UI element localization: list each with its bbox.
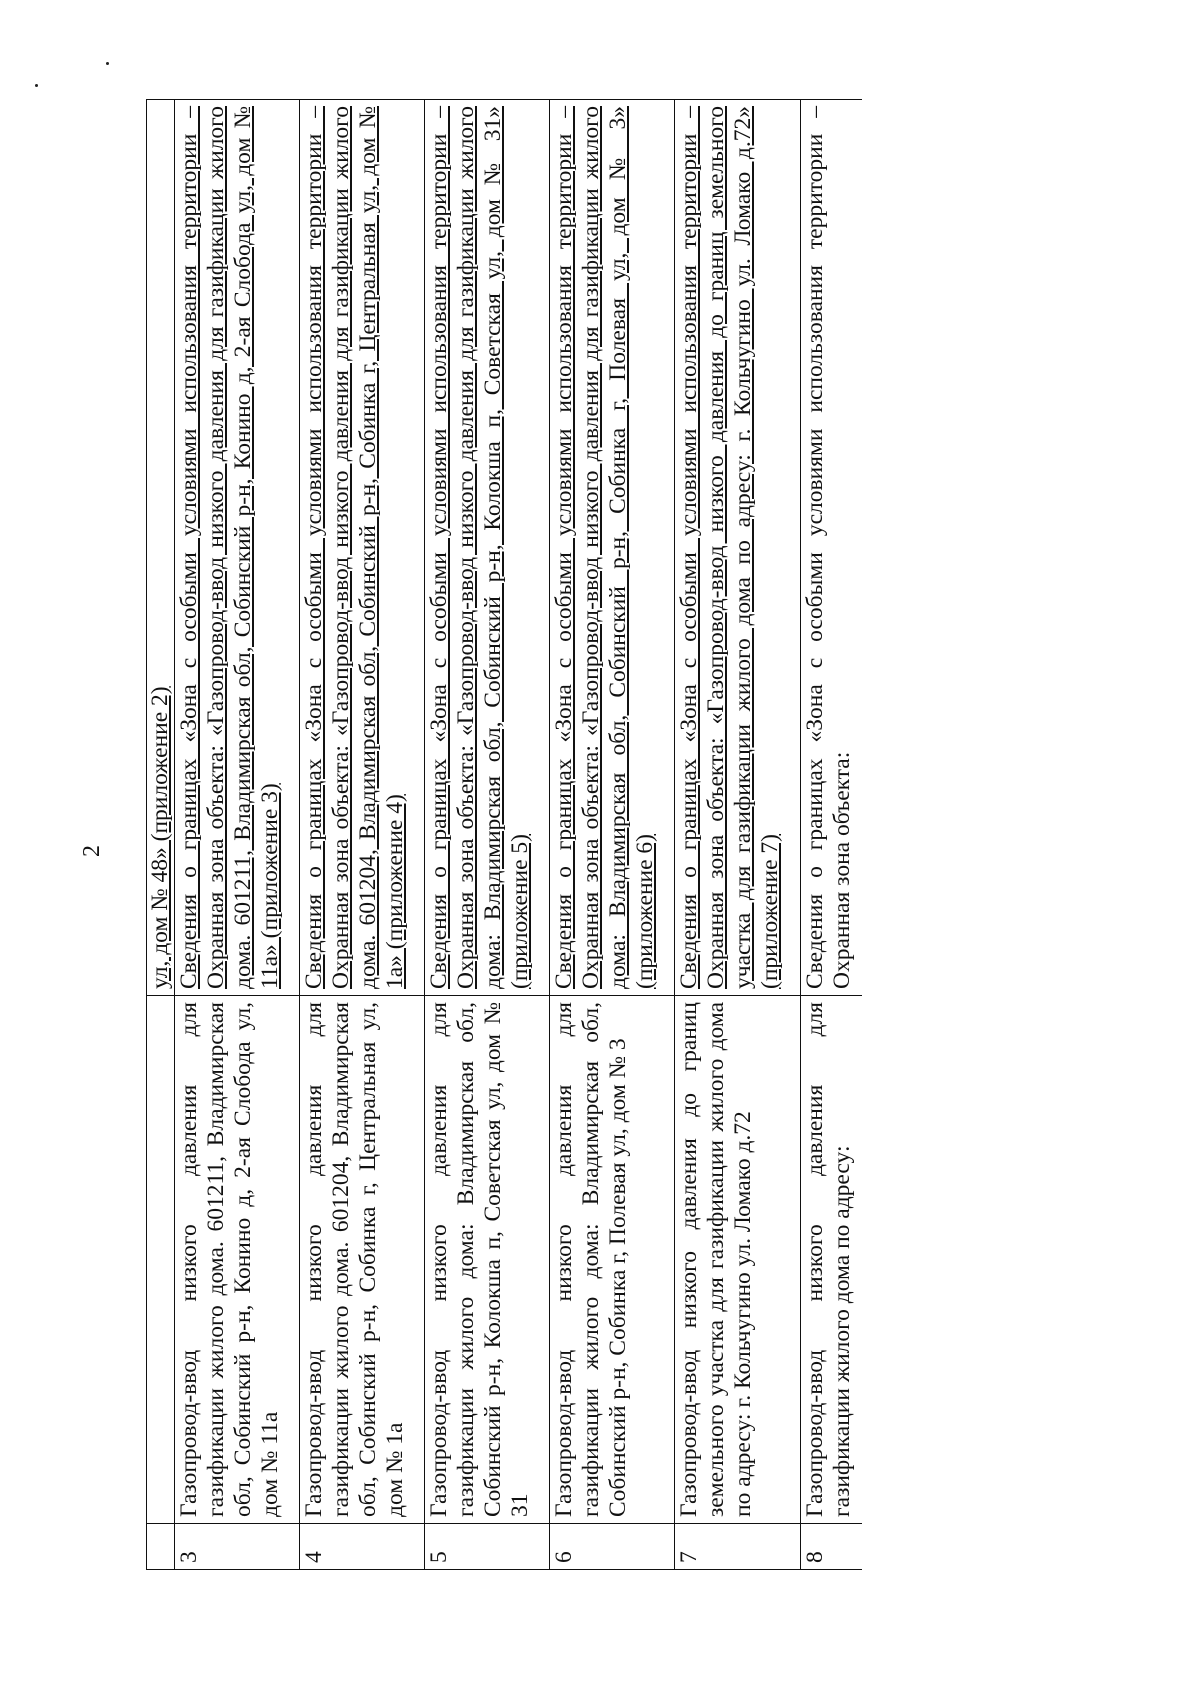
- registry-table: [146, 99, 862, 1570]
- zone-info: Сведения о границах «Зона с особыми условиями использования территории – Охранная зона объекта: «Газопровод-ввод низкого давления для газификации жилого дома. 601204, Владимирская обл, Собинский р-н, Собинка г, Центральная ул, дом № 1а» (приложение 4): [300, 100, 425, 996]
- info-cell: [147, 100, 175, 996]
- row-number: 5: [425, 1524, 550, 1570]
- table-row-continuation: [147, 100, 175, 1570]
- zone-info: Сведения о границах «Зона с особыми условиями использования территории – Охранная зона объекта:: [801, 100, 863, 996]
- table-row: [300, 100, 425, 1570]
- object-description: Газопровод-ввод низкого давления для газификации жилого дома. 601204, Владимирская обл, Собинский р-н, Собинка г, Центральная ул, дом № 1а: [300, 996, 425, 1524]
- zone-info: Сведения о границах «Зона с особыми условиями использования территории – Охранная зона объекта: «Газопровод-ввод низкого давления для газификации жилого дома: Владимирская обл, Собинский р-н, Колокша п, Советская ул, дом № 31» (приложение 5): [425, 100, 550, 996]
- row-number: 8: [801, 1524, 863, 1570]
- object-cell: [147, 996, 175, 1524]
- zone-info: Сведения о границах «Зона с особыми условиями использования территории – Охранная зона объекта: «Газопровод-ввод низкого давления для газификации жилого дома. 601211, Владимирская обл, Собинский р-н, Конино д, 2-ая Слобода ул, дом № 11а» (приложение 3): [175, 100, 300, 996]
- table-row: [801, 100, 863, 1570]
- table-row: [675, 100, 801, 1570]
- zone-info: Сведения о границах «Зона с особыми условиями использования территории – Охранная зона объекта: «Газопровод-ввод низкого давления для газификации жилого дома: Владимирская обл, Собинский р-н, Собинка г, Полевая ул, дом № 3» (приложение 6): [550, 100, 675, 996]
- object-description: Газопровод-ввод низкого давления для газификации жилого дома. 601211, Владимирская обл, Собинский р-н, Конино д, 2-ая Слобода ул, дом № 11а: [175, 996, 300, 1524]
- row-number: 6: [550, 1524, 675, 1570]
- object-description: Газопровод-ввод низкого давления до границ земельного участка для газификации жилого дома по адресу: г. Кольчугино ул. Ломако д.72: [675, 996, 801, 1524]
- object-description: Газопровод-ввод низкого давления для газификации жилого дома по адресу:: [801, 996, 863, 1524]
- object-description: Газопровод-ввод низкого давления для газификации жилого дома: Владимирская обл, Собинский р-н, Собинка г, Полевая ул, дом № 3: [550, 996, 675, 1524]
- row-number: 4: [300, 1524, 425, 1570]
- row-number-cell: [147, 1524, 175, 1570]
- object-description: Газопровод-ввод низкого давления для газификации жилого дома: Владимирская обл, Собинский р-н, Колокша п, Советская ул, дом № 31: [425, 996, 550, 1524]
- continuation-text: ул, дом № 48» (приложение 2): [147, 686, 173, 989]
- row-number: 3: [175, 1524, 300, 1570]
- table-row: [175, 100, 300, 1570]
- table-row: [550, 100, 675, 1570]
- page-number: 2: [79, 845, 105, 857]
- zone-info: Сведения о границах «Зона с особыми условиями использования территории – Охранная зона объекта: «Газопровод-ввод низкого давления до границ земельного участка для газификации жилого дома по адресу: г. Кольчугино ул. Ломако д.72» (приложение 7): [675, 100, 801, 996]
- table-row: [425, 100, 550, 1570]
- rotated-document-page: [146, 100, 1046, 1570]
- row-number: 7: [675, 1524, 801, 1570]
- scan-speck: [35, 84, 38, 87]
- scan-speck: [106, 62, 109, 65]
